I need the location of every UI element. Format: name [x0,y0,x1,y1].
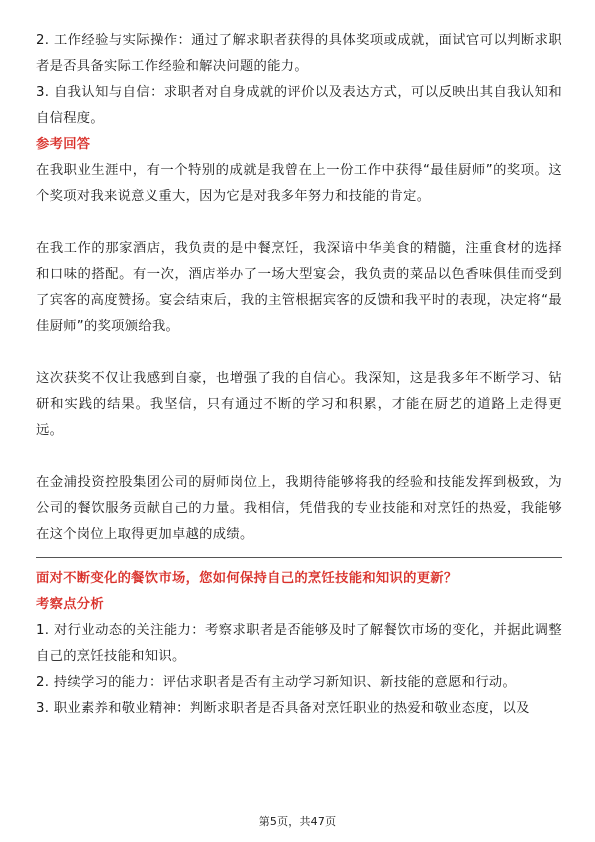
answer-paragraph: 在我工作的那家酒店，我负责的是中餐烹饪，我深谙中华美食的精髓，注重食材的选择和口味的搭配。有一次，酒店举办了一场大型宴会，我负责的菜品以色香味俱佳而受到了宾客的高度赞扬。宴会结束后，我的主管根据宾客的反馈和我平时的表现，决定将“最佳厨师”的奖项颁给我。 [36,241,562,334]
criterion-item: 2. 持续学习的能力：评估求职者是否有主动学习新知识、新技能的意愿和行动。 [36,675,517,690]
criterion-item: 3. 职业素养和敬业精神：判断求职者是否具备对烹饪职业的热爱和敬业态度，以及 [36,701,530,716]
paragraph-spacer [36,340,562,366]
page-number: 第5页，共47页 [258,815,337,828]
answer-paragraph: 在我职业生涯中，有一个特别的成就是我曾在上一份工作中获得“最佳厨师”的奖项。这个奖项对我来说意义重大，因为它是对我多年努力和技能的肯定。 [36,163,562,204]
paragraph-spacer [36,210,562,236]
section-divider [36,557,562,558]
answer-paragraph: 在金浦投资控股集团公司的厨师岗位上，我期待能够将我的经验和技能发挥到极致，为公司的餐饮服务贡献自己的力量。我相信，凭借我的专业技能和对烹饪的热爱，我能够在这个岗位上取得更加卓越的成绩。 [36,475,562,542]
answer-heading: 参考回答 [36,137,91,152]
criterion-item: 3. 自我认知与自信：求职者对自身成就的评价以及表达方式，可以反映出其自我认知和自信程度。 [36,85,562,126]
page-content [36,28,562,722]
analysis-heading: 考察点分析 [36,597,104,612]
question-heading: 面对不断变化的餐饮市场，您如何保持自己的烹饪技能和知识的更新？ [36,571,458,586]
criterion-item: 1. 对行业动态的关注能力：考察求职者是否能够及时了解餐饮市场的变化，并据此调整自己的烹饪技能和知识。 [36,623,562,664]
paragraph-spacer [36,444,562,470]
criterion-item: 2. 工作经验与实际操作：通过了解求职者获得的具体奖项或成就，面试官可以判断求职者是否具备实际工作经验和解决问题的能力。 [36,33,562,74]
answer-paragraph: 这次获奖不仅让我感到自豪，也增强了我的自信心。我深知，这是我多年不断学习、钻研和实践的结果。我坚信，只有通过不断的学习和积累，才能在厨艺的道路上走得更远。 [36,371,562,438]
